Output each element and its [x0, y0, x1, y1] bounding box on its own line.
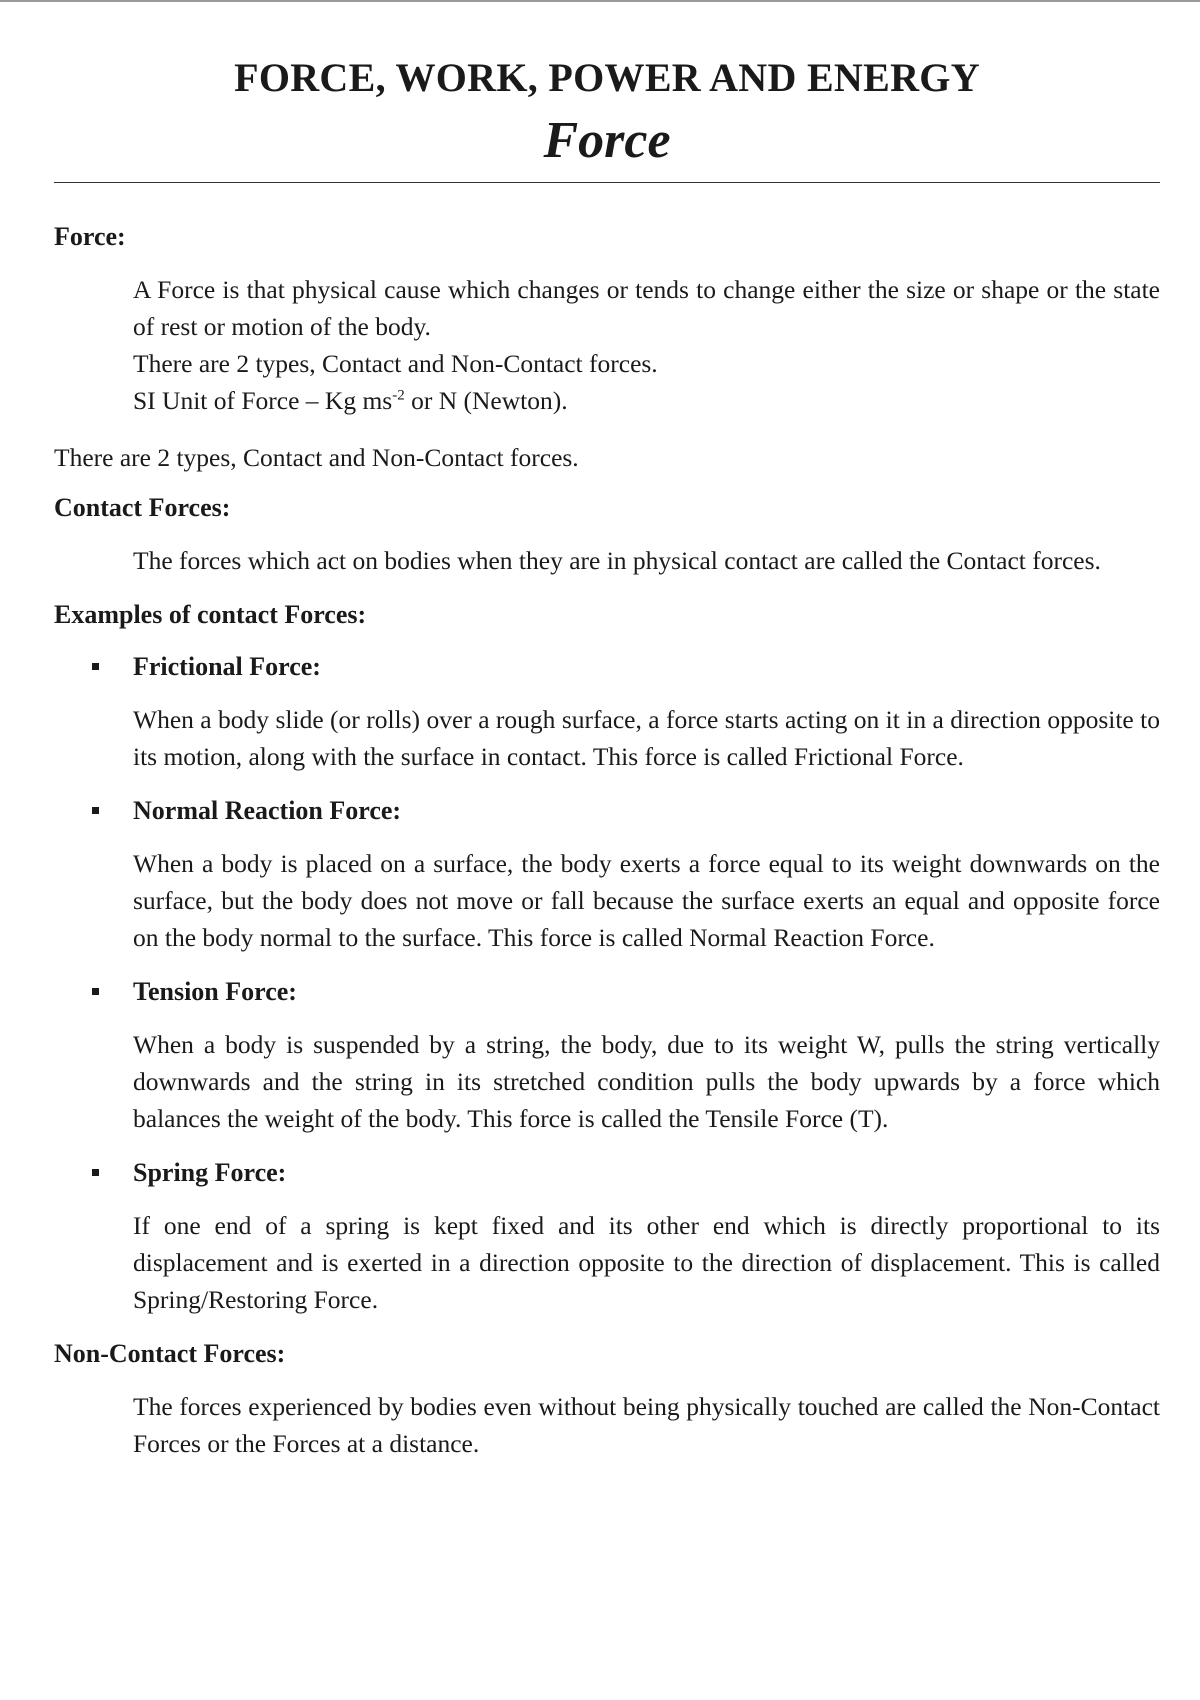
example-spring-heading: [54, 1155, 1160, 1191]
example-name: Normal Reaction Force:: [133, 796, 402, 825]
bullet-icon: [92, 988, 99, 995]
example-name: Tension Force:: [133, 977, 297, 1006]
si-unit-prefix: SI Unit of Force – Kg ms: [133, 386, 393, 415]
example-normal-text: When a body is placed on a surface, the body exerts a force equal to its weight downwards on the surface, but the body does not move or fall because the surface exerts an equal and opposite force on the body normal to the surface. This force is called Normal Reaction Force.: [133, 849, 1160, 952]
force-definition: A Force is that physical cause which changes or tends to change either the size or shape or the state of rest or motion of the body.: [133, 275, 1160, 341]
force-definition-block: [54, 271, 1160, 419]
contact-forces-definition: The forces which act on bodies when they are in physical contact are called the Contact forces.: [133, 546, 1101, 575]
example-name: Frictional Force:: [133, 652, 321, 681]
force-types: There are 2 types, Contact and Non-Contact forces.: [133, 349, 658, 378]
examples-heading: Examples of contact Forces:: [54, 600, 367, 629]
example-frictional-heading: [54, 649, 1160, 685]
si-unit-suffix: or N (Newton).: [404, 386, 568, 415]
si-unit-exponent: -2: [392, 387, 405, 404]
title-divider: [54, 182, 1160, 183]
noncontact-forces-definition: The forces experienced by bodies even without being physically touched are called the Non-Contact Forces or the Forces at a distance.: [133, 1392, 1160, 1458]
types-line: There are 2 types, Contact and Non-Contact forces.: [54, 443, 579, 472]
example-normal-heading: [54, 793, 1160, 829]
bullet-icon: [92, 807, 99, 814]
example-name: Spring Force:: [133, 1158, 287, 1187]
noncontact-forces-heading: Non-Contact Forces:: [54, 1339, 286, 1368]
section-title: Force: [543, 112, 671, 169]
top-border-line: [0, 0, 1200, 2]
contact-forces-heading: Contact Forces:: [54, 493, 231, 522]
force-heading: Force:: [54, 222, 126, 251]
document-title: FORCE, WORK, POWER AND ENERGY: [234, 55, 980, 100]
example-spring-text: If one end of a spring is kept fixed and its other end which is directly proportional to its displacement and is exerted in a direction opposite to the direction of displacement. This is called Spring/Restoring Force.: [133, 1211, 1160, 1314]
bullet-icon: [92, 1169, 99, 1176]
bullet-icon: [92, 663, 99, 670]
document-page: [54, 40, 1160, 1480]
example-tension-text: When a body is suspended by a string, the body, due to its weight W, pulls the string vertically downwards and the string in its stretched condition pulls the body upwards by a force which balances the weight of the body. This force is called the Tensile Force (T).: [133, 1030, 1160, 1133]
force-si-unit: [133, 382, 1160, 419]
example-tension-heading: [54, 974, 1160, 1010]
example-frictional-text: When a body slide (or rolls) over a rough surface, a force starts acting on it in a direction opposite to its motion, along with the surface in contact. This force is called Frictional Force.: [133, 705, 1160, 771]
